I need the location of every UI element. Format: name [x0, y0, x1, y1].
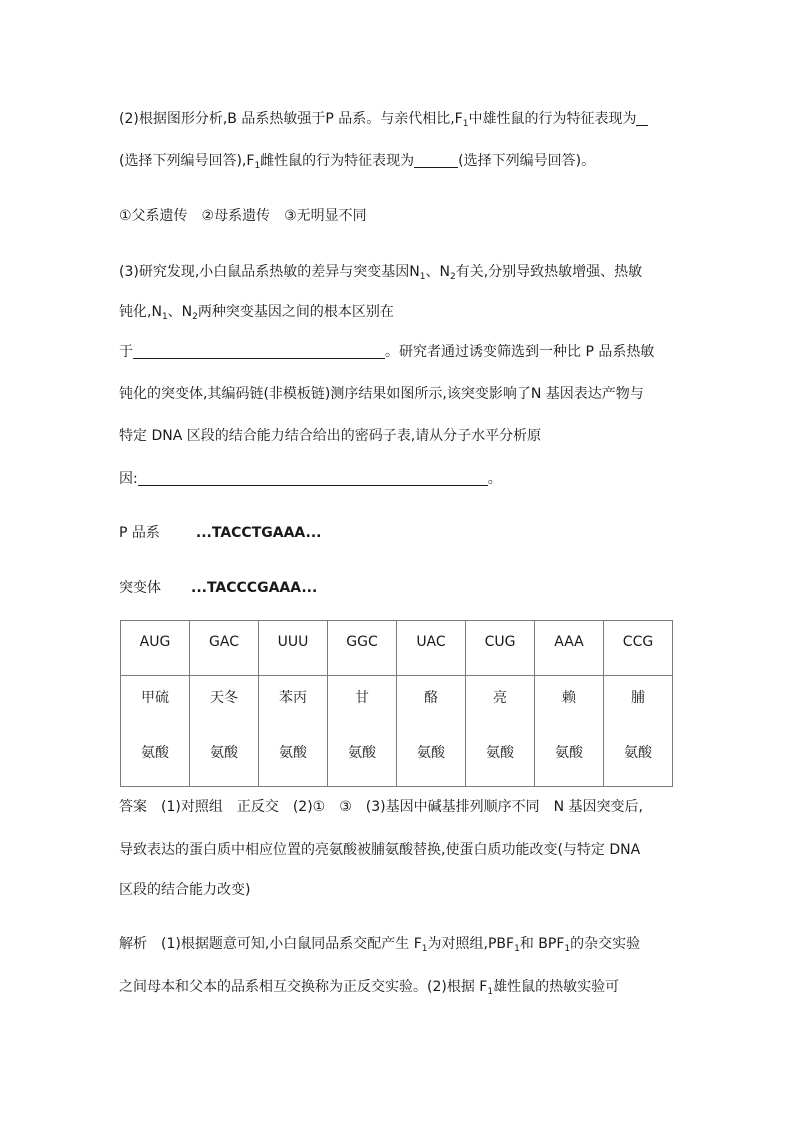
amino-acid-row: [121, 676, 673, 787]
q2-options: ①父系遗传 ②母系遗传 ③无明显不同: [119, 208, 367, 224]
codon-cell: GAC: [190, 621, 259, 676]
analysis-text: 为对照组,PBF: [427, 936, 515, 952]
q3-text: 钝化,N: [119, 304, 162, 320]
analysis-line-1: [119, 934, 640, 954]
amino-acid-cell: [604, 676, 673, 787]
subscript: 1: [161, 312, 168, 322]
q2-text: (选择下列编号回答),F: [119, 153, 255, 169]
answer-line-2: 导致表达的蛋白质中相应位置的亮氨酸被脯氨酸替换,使蛋白质功能改变(与特定 DNA: [119, 842, 641, 858]
amino-acid-suffix: 氨酸: [555, 745, 583, 761]
q3-line-4: 钝化的突变体,其编码链(非模板链)测序结果如图所示,该突变影响了N 基因表达产物与: [119, 386, 644, 402]
amino-acid-name: 甲硫: [141, 690, 169, 706]
amino-acid-suffix: 氨酸: [624, 745, 652, 761]
q2-line-1: [119, 109, 648, 129]
p-strain-seq: ...TACCTGAAA...: [195, 525, 322, 541]
amino-acid-name: 苯丙: [279, 690, 307, 706]
q3-line-1: [119, 262, 642, 282]
subscript: 1: [421, 944, 428, 954]
answer-blank: [138, 471, 488, 486]
amino-acid-name: 酪: [424, 690, 438, 706]
codon-row: [121, 621, 673, 676]
subscript: 1: [419, 272, 426, 282]
codon-cell: UAC: [397, 621, 466, 676]
subscript: 2: [449, 272, 456, 282]
codon-cell: GGC: [328, 621, 397, 676]
amino-acid-cell: [397, 676, 466, 787]
mutant-sequence: [119, 578, 317, 598]
mutant-seq: ...TACCCGAAA...: [191, 580, 318, 596]
amino-acid-cell: [466, 676, 535, 787]
p-strain-label: P 品系: [119, 525, 160, 541]
amino-acid-cell: [190, 676, 259, 787]
q2-line-2: [119, 151, 595, 171]
answer-blank: [414, 153, 458, 168]
answer-blank: [636, 111, 648, 126]
answer-line-1: 答案 (1)对照组 正反交 (2)① ③ (3)基因中碱基排列顺序不同 N 基因突变后,: [119, 799, 643, 815]
subscript: 2: [192, 312, 198, 322]
q3-text: (3)研究发现,小白鼠品系热敏的差异与突变基因N: [119, 264, 420, 280]
q3-text: 。: [487, 471, 502, 487]
subscript: 1: [564, 944, 571, 954]
amino-acid-suffix: 氨酸: [417, 745, 445, 761]
q3-text: 于: [119, 344, 133, 360]
amino-acid-suffix: 氨酸: [486, 745, 514, 761]
amino-acid-suffix: 氨酸: [210, 745, 238, 761]
q3-line-5: 特定 DNA 区段的结合能力结合给出的密码子表,请从分子水平分析原: [119, 428, 542, 444]
q3-text: 。研究者通过诱变筛选到一种比 P 品系热敏: [385, 344, 655, 360]
amino-acid-cell: [121, 676, 190, 787]
codon-table: [120, 620, 673, 787]
amino-acid-name: 天冬: [210, 690, 238, 706]
analysis-text: 和 BPF: [519, 936, 565, 952]
q3-text: 有关,分别导致热敏增强、热敏: [455, 264, 643, 280]
p-strain-sequence: [119, 523, 321, 543]
q3-text: 因:: [119, 471, 138, 487]
q3-line-6: [119, 469, 502, 489]
subscript: 1: [462, 119, 469, 129]
codon-cell: AUG: [121, 621, 190, 676]
amino-acid-suffix: 氨酸: [141, 745, 169, 761]
amino-acid-name: 赖: [562, 690, 576, 706]
codon-cell: UUU: [259, 621, 328, 676]
answer-blank: [133, 344, 385, 359]
q2-text: 雌性鼠的行为特征表现为: [260, 153, 415, 169]
subscript: 1: [514, 944, 520, 954]
q3-text: 、N: [167, 304, 193, 320]
subscript: 1: [487, 987, 494, 997]
codon-cell: AAA: [535, 621, 604, 676]
amino-acid-cell: [535, 676, 604, 787]
analysis-text: 雄性鼠的热敏实验可: [493, 979, 620, 995]
analysis-text: 之间母本和父本的品系相互交换称为正反交实验。(2)根据 F: [119, 979, 488, 995]
q3-text: 两种突变基因之间的根本区别在: [197, 304, 394, 320]
amino-acid-suffix: 氨酸: [279, 745, 307, 761]
analysis-text: 的杂交实验: [570, 936, 641, 952]
q2-text: (2)根据图形分析,B 品系热敏强于P 品系。与亲代相比,F: [119, 111, 463, 127]
q3-text: 、N: [425, 264, 450, 280]
codon-cell: CCG: [604, 621, 673, 676]
analysis-line-2: [119, 977, 619, 997]
subscript: 1: [254, 161, 261, 171]
q3-line-2: [119, 302, 394, 322]
analysis-text: 解析 (1)根据题意可知,小白鼠同品系交配产生 F: [119, 936, 422, 952]
q3-line-3: [119, 342, 654, 362]
amino-acid-cell: [259, 676, 328, 787]
q2-text: 中雄性鼠的行为特征表现为: [468, 111, 637, 127]
codon-cell: CUG: [466, 621, 535, 676]
amino-acid-name: 脯: [631, 690, 645, 706]
answer-line-3: 区段的结合能力改变): [119, 882, 251, 898]
amino-acid-suffix: 氨酸: [348, 745, 376, 761]
mutant-label: 突变体: [119, 580, 161, 596]
amino-acid-cell: [328, 676, 397, 787]
amino-acid-name: 甘: [355, 690, 369, 706]
amino-acid-name: 亮: [493, 690, 507, 706]
q2-text: (选择下列编号回答)。: [458, 153, 596, 169]
